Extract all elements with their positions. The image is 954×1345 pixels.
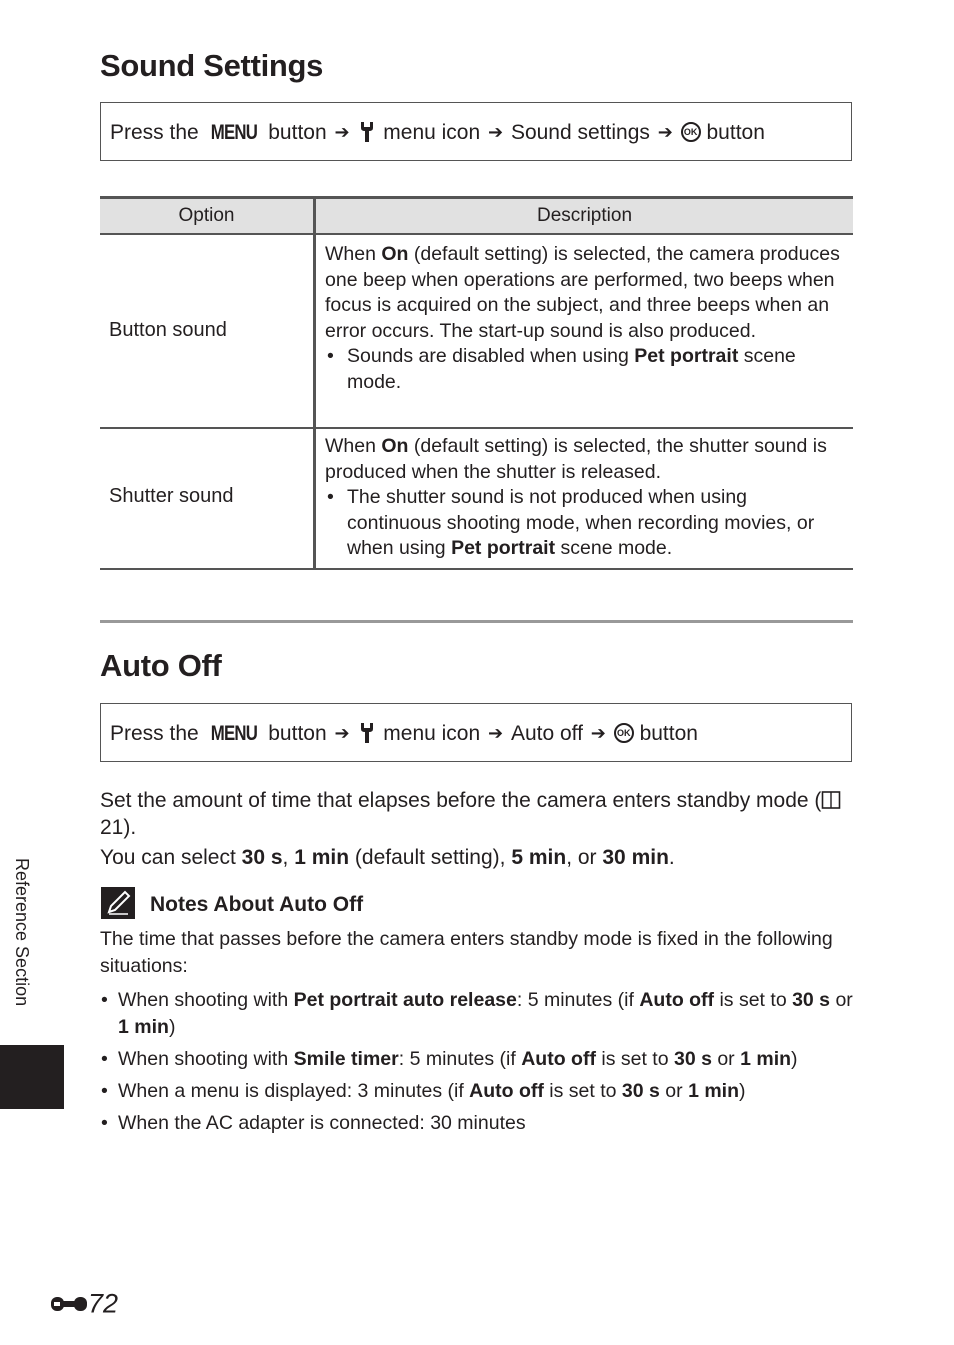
- note-list: [100, 987, 860, 1137]
- note-pencil-icon: [101, 887, 135, 919]
- table-header: [100, 199, 853, 235]
- table-column-divider: [313, 199, 316, 569]
- list-item: • Sounds are disabled when using Pet portrait scene mode.: [325, 344, 845, 395]
- menu-button-icon: MENU: [210, 721, 257, 745]
- section-divider: [100, 620, 853, 623]
- list-item: • The shutter sound is not produced when using continuous shooting mode, when recording movies, or when using Pet portrait scene mode.: [325, 485, 845, 562]
- ok-button-icon: OK: [681, 122, 701, 142]
- list-item: • When shooting with Pet portrait auto release: 5 minutes (if Auto off is set to 30 s or 1 min): [100, 987, 860, 1041]
- arrow-right-icon: ➔: [334, 722, 350, 743]
- description-shutter-sound: When On (default setting) is selected, the shutter sound is produced when the shutter is released. • The shutter sound is not produced when using continuous shooting mode, when recording movies, or when using Pet portrait scene mode.: [325, 434, 845, 562]
- table-bottom-rule: [100, 568, 853, 570]
- list-item: • When shooting with Smile timer: 5 minutes (if Auto off is set to 30 s or 1 min): [100, 1046, 860, 1073]
- note-body: The time that passes before the camera enters standby mode is fixed in the following situations:: [100, 928, 833, 977]
- list-item: • When a menu is displayed: 3 minutes (if Auto off is set to 30 s or 1 min): [100, 1078, 860, 1105]
- arrow-right-icon: ➔: [488, 121, 504, 142]
- option-button-sound: Button sound: [109, 319, 227, 341]
- row-separator: [100, 427, 853, 429]
- section-title-auto-off: Auto Off: [100, 648, 222, 683]
- header-description: Description: [536, 205, 633, 226]
- description-button-sound: When On (default setting) is selected, the camera produces one beep when operations are performed, two beeps when focus is acquired on the subject, and three beeps when an error occurs. The start-up sound is also produced. • Sounds are disabled when using Pet portrait scene mode.: [325, 242, 845, 396]
- section-title-sound-settings: Sound Settings: [100, 48, 324, 83]
- note-title: Notes About Auto Off: [150, 893, 364, 916]
- wrench-icon: [357, 120, 377, 144]
- reference-section-icon: [50, 1294, 88, 1314]
- ok-button-icon: OK: [614, 723, 634, 743]
- auto-off-description: Set the amount of time that elapses before the camera enters standby mode (21). You can select 30 s, 1 min (default setting), 5 min, or 30 min.: [100, 787, 860, 871]
- menu-button-icon: MENU: [210, 120, 257, 144]
- section-tab-marker: [0, 1045, 64, 1109]
- option-shutter-sound: Shutter sound: [109, 485, 234, 507]
- arrow-right-icon: ➔: [334, 121, 350, 142]
- menu-path-sound-settings: Press the MENU button ➔ menu icon ➔ Sound settings ➔ OK button: [100, 102, 852, 161]
- book-reference-icon: [821, 790, 841, 810]
- arrow-right-icon: ➔: [488, 722, 504, 743]
- list-item: • When the AC adapter is connected: 30 minutes: [100, 1110, 860, 1137]
- arrow-right-icon: ➔: [590, 722, 606, 743]
- menu-path-auto-off: Press the MENU button ➔ menu icon ➔ Auto off ➔ OK button: [100, 703, 852, 762]
- page-number: 72: [50, 1287, 118, 1319]
- wrench-icon: [357, 721, 377, 745]
- header-option: Option: [178, 205, 235, 226]
- side-section-label: Reference Section: [12, 858, 32, 1007]
- arrow-right-icon: ➔: [657, 121, 673, 142]
